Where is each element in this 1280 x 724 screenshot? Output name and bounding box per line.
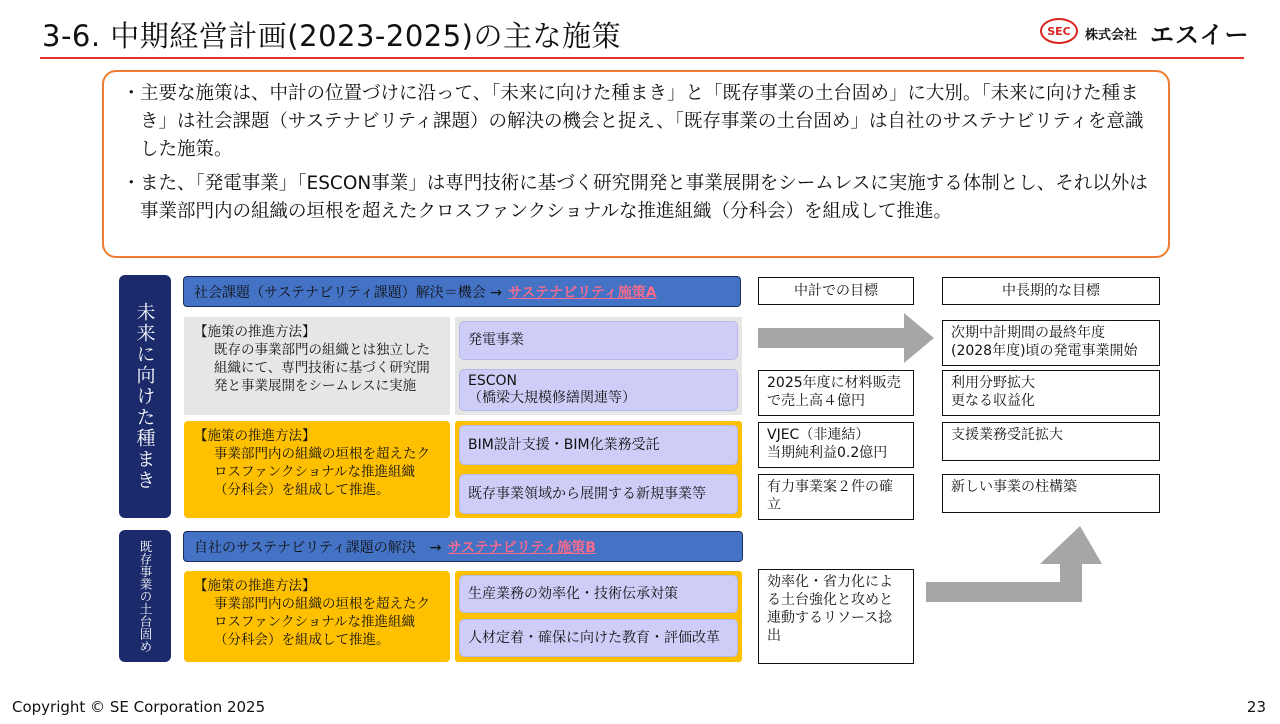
item-new-business <box>459 474 738 514</box>
column-long-term <box>942 277 1160 305</box>
long-target-expansion: 利用分野拡大 更なる収益化 <box>942 370 1160 416</box>
item-label: 既存事業領域から展開する新規事業等 <box>468 485 706 502</box>
item-label: BIM設計支援・BIM化業務受託 <box>468 436 660 453</box>
copyright: Copyright © SE Corporation 2025 <box>12 698 266 716</box>
company-logo-badge: SEC <box>1040 18 1078 44</box>
item-escon <box>459 369 738 411</box>
mid-target-new-business: 有力事業案２件の確立 <box>758 474 914 520</box>
item-label: ESCON （橋梁大規模修繕関連等） <box>468 373 636 406</box>
item-production-efficiency <box>459 575 738 613</box>
summary-bullet-2 <box>122 170 1152 226</box>
page-number: 23 <box>1246 698 1266 716</box>
column-label: 中長期的な目標 <box>1002 283 1100 299</box>
mid-target-materials: 2025年度に材料販売で売上高４億円 <box>758 370 914 416</box>
item-power-generation <box>459 321 738 360</box>
page-title: 3-6. 中期経営計画(2023-2025)の主な施策 <box>42 19 622 53</box>
future-header-accent: サステナビリティ施策A <box>507 284 657 301</box>
summary-text-2: また、「発電事業」「ESCON事業」は専門技術に基づく研究開発と事業展開をシームレスに実施する体制とし、それ以外は事業部門内の組織の垣根を超えたクロスファンクショナルな推進組織（分科会）を組成して推進。 <box>140 173 1148 222</box>
item-label: 発電事業 <box>468 332 524 348</box>
summary-text-1: 主要な施策は、中計の位置づけに沿って、「未来に向けた種まき」と「既存事業の土台固め」に大別。「未来に向けた種まき」は社会課題（サステナビリティ課題）の解決の機会と捉え、「既存事業の土台固め」は自社のサステナビリティを意識した施策。 <box>140 83 1144 160</box>
mid-target-efficiency: 効率化・省力化による土台強化と攻めと連動するリソース捻出 <box>758 569 914 664</box>
item-hr-reform <box>459 619 738 657</box>
method-body: 事業部門内の組織の垣根を超えたクロスファンクショナルな推進組織（分科会）を組成して推進。 <box>214 446 430 498</box>
mid-target-vjec: VJEC（非連結） 当期純利益0.2億円 <box>758 422 914 468</box>
item-label: 生産業務の効率化・技術伝承対策 <box>468 585 678 602</box>
base-header-text: 自社のサステナビリティ課題の解決 → <box>194 539 442 556</box>
future-side-label: 未来に向けた種まき <box>119 275 171 518</box>
item-label: 人材定着・確保に向けた教育・評価改革 <box>468 629 720 646</box>
bullet-dot: ・ <box>122 83 141 104</box>
future-header <box>183 276 741 307</box>
base-method <box>184 571 450 662</box>
method-body: 既存の事業部門の組織とは独立した組織にて、専門技術に基づく研究開発と事業展開をシームレスに実施 <box>214 342 430 394</box>
base-side-label: 既存事業の土台固め <box>119 530 171 662</box>
company-name-prefix: 株式会社 <box>1085 28 1138 43</box>
base-header <box>183 531 743 562</box>
summary-bullet-1 <box>122 80 1152 164</box>
long-target-support: 支援業務受託拡大 <box>942 422 1160 461</box>
company-name: エスイー <box>1150 21 1250 49</box>
item-bim <box>459 425 738 465</box>
turn-up-arrow-icon <box>926 526 1106 602</box>
method-title: 【施策の推進方法】 <box>194 578 316 594</box>
base-header-accent: サステナビリティ施策B <box>447 539 596 556</box>
column-mid-term <box>758 277 914 305</box>
method-body: 事業部門内の組織の垣根を超えたクロスファンクショナルな推進組織（分科会）を組成して推進。 <box>214 596 430 648</box>
future-method-2 <box>184 421 450 518</box>
column-label: 中計での目標 <box>794 283 878 299</box>
bullet-dot: ・ <box>122 173 141 194</box>
title-divider <box>40 57 1244 59</box>
right-arrow-icon <box>758 313 934 363</box>
method-title: 【施策の推進方法】 <box>194 324 316 340</box>
method-title: 【施策の推進方法】 <box>194 428 316 444</box>
summary-box <box>102 70 1170 258</box>
future-method-1 <box>184 317 450 415</box>
long-target-power: 次期中計期間の最終年度 (2028年度)頃の発電事業開始 <box>942 320 1160 366</box>
future-header-text: 社会課題（サステナビリティ課題）解決＝機会 → <box>194 284 502 301</box>
long-target-new-pillar: 新しい事業の柱構築 <box>942 474 1160 513</box>
